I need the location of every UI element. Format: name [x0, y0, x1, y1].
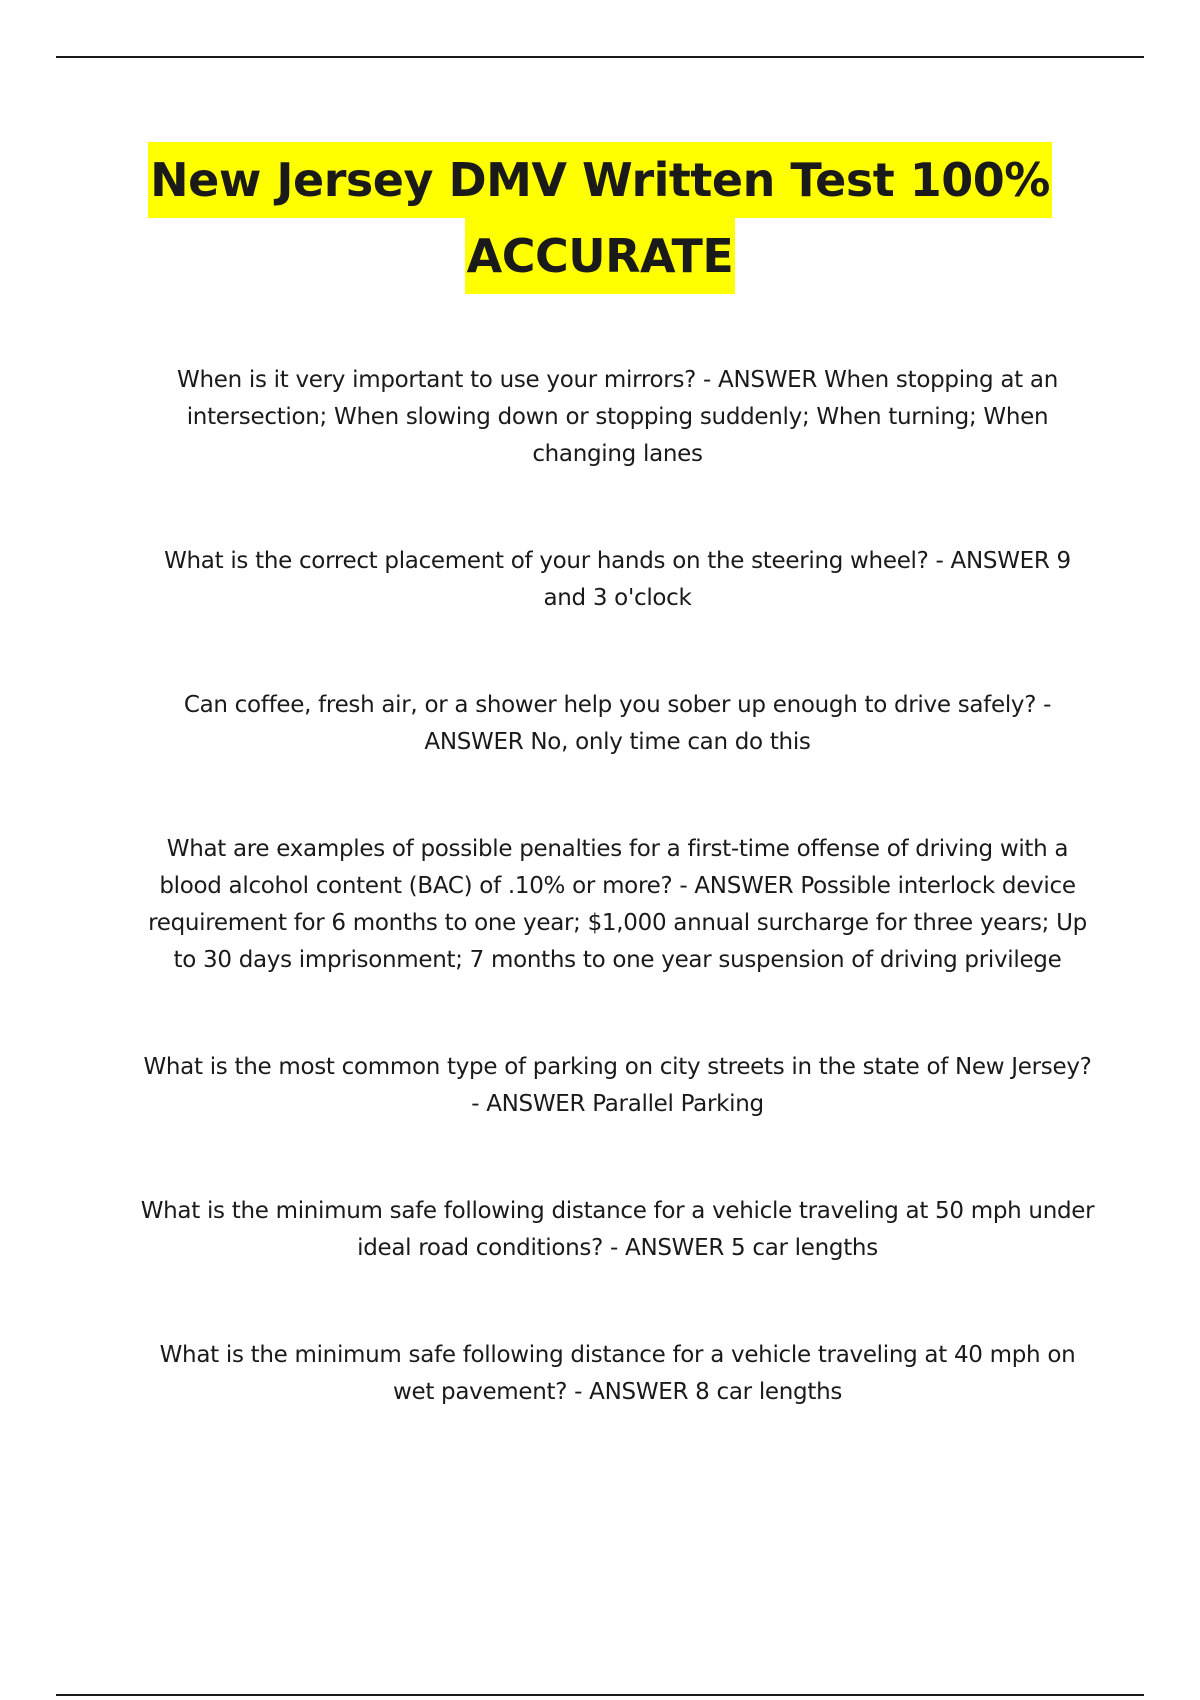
bottom-rule	[56, 1694, 1144, 1696]
qa-list	[140, 362, 1095, 1481]
qa-item: What are examples of possible penalties for a first-time offense of driving with a blood alcohol content (BAC) of .10% or more? - ANSWER Possible interlock device requirement for 6 months to one year; $1,000 annual surcharge for three years; Up to 30 days imprisonment; 7 months to one year suspension of driving privilege	[148, 836, 1087, 973]
qa-item: When is it very important to use your mirrors? - ANSWER When stopping at an intersection; When slowing down or stopping suddenly; When turning; When changing lanes	[177, 367, 1058, 467]
qa-item: What is the minimum safe following distance for a vehicle traveling at 40 mph on wet pavement? - ANSWER 8 car lengths	[159, 1342, 1076, 1405]
qa-item: What is the correct placement of your hands on the steering wheel? - ANSWER 9 and 3 o'clock	[164, 548, 1071, 611]
document-title	[100, 142, 1100, 294]
qa-item: What is the minimum safe following distance for a vehicle traveling at 50 mph under ideal road conditions? - ANSWER 5 car lengths	[140, 1198, 1095, 1261]
qa-item: What is the most common type of parking on city streets in the state of New Jersey? - ANSWER Parallel Parking	[143, 1054, 1092, 1117]
qa-item: Can coffee, fresh air, or a shower help you sober up enough to drive safely? - ANSWER No, only time can do this	[183, 692, 1052, 755]
title-line-1: New Jersey DMV Written Test 100%	[148, 142, 1052, 218]
top-rule	[56, 56, 1144, 58]
title-line-2: ACCURATE	[465, 218, 736, 294]
